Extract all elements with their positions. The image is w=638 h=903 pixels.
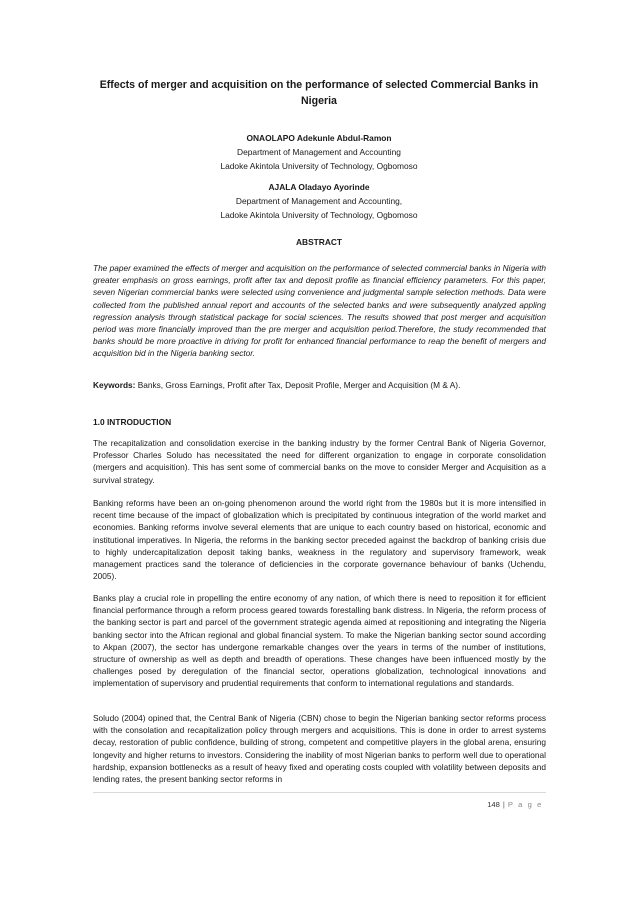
page-number: 148 [487,800,500,809]
author-block-1 [120,131,518,173]
keywords [93,379,546,391]
body-paragraph-2: Banking reforms have been an on-going phenomenon around the world right from the 1980s but it is more intensified in recent time because of the impact of globalization which is precipitated by continuous integration of the world market and economies. Banking reforms involve several elements that are unique to each country based on historical, economic and institutional imperatives. In Nigeria, the reforms in the banking sector preceded against the backdrop of banking crisis due to highly undercapitalization deposit taking banks, weakness in the regulatory and supervisory framework, weak management practices sand the tolerance of deficiencies in the corporate governance behaviour of banks (Uchendu, 2005). [93,498,546,582]
author-name: ONAOLAPO Adekunle Abdul-Ramon [246,133,392,143]
section-heading-introduction: 1.0 INTRODUCTION [93,417,172,427]
author-block-2 [120,180,518,222]
author-department: Department of Management and Accounting [237,147,401,157]
abstract-text: The paper examined the effects of merger and acquisition on the performance of selected commercial banks in Nigeria with greater emphasis on gross earnings, profit after tax and deposit profile as financial efficiency parameters. For this paper, seven Nigerian commercial banks were selected using convenience and judgmental sample selection methods. Data were collected from the published annual report and accounts of the selected banks and were subsequently analyzed appling regression analysis through statistical package for social sciences. The results showed that post merger and acquisition period was more financially improved than the pre merger and acquisition period.Therefore, the study recommended that banks should be more proactive in driving for profit for enhanced financial performance to reap the benefit of mergers and acquisition bid in the Nigeria banking sector. [93,263,546,359]
author-institution: Ladoke Akintola University of Technology, Ogbomoso [220,210,418,220]
body-paragraph-4: Soludo (2004) opined that, the Central Bank of Nigeria (CBN) chose to begin the Nigerian banking sector reforms process with the consolation and recapitalization policy through mergers and acquisitions. This is done in order to arrest systems decay, restoration of public confidence, building of strong, competent and competitive players in the global arena, ensuring longevity and higher returns to investors. Considering the inability of most Nigerian banks to perform well due to operational hardship, expansion bottlenecks as a result of heavy fixed and operating costs coupled with volatility between deposits and lending rates, the present banking sector reforms in [93,713,546,785]
page-footer [487,800,543,809]
keywords-label: Keywords: [93,380,136,390]
author-department: Department of Management and Accounting, [235,196,403,206]
author-name: AJALA Oladayo Ayorinde [268,182,370,192]
footer-separator: | [502,800,505,809]
abstract-heading: ABSTRACT [295,237,343,247]
body-paragraph-1: The recapitalization and consolidation exercise in the banking industry by the former Central Bank of Nigeria Governor, Professor Charles Soludo has necessitated the need for different organization to engage in corporate consolidation (mergers and acquisition). This has sent some of commercial banks on the move to consider Merger and Acquisition as a survival strategy. [93,438,546,485]
body-paragraph-3: Banks play a crucial role in propelling the entire economy of any nation, of which there is need to reposition it for efficient financial performance through a reform process geared towards forestalling bank distress. In Nigeria, the reform process of the banking sector is part and parcel of the government strategic agenda aimed at repositioning and integrating the Nigeria banking sector into the African regional and global financial system. To make the Nigerian banking sector sound according to Akpan (2007), the sector has undergone remarkable changes over the years in terms of the number of institutions, structure of ownership as well as depth and breadth of operations. These changes have been influenced mostly by the challenges posed by deregulation of the financial sector, operations globalization, technological innovations and implementation of supervisory and prudential requirements that conform to international regulations and standards. [93,593,546,689]
keywords-text: Banks, Gross Earnings, Profit after Tax, Deposit Profile, Merger and Acquisition (M & A). [137,380,461,390]
footer-divider [93,792,546,793]
page-label: P a g e [507,800,543,809]
author-institution: Ladoke Akintola University of Technology, Ogbomoso [220,161,418,171]
paper-title: Effects of merger and acquisition on the performance of selected Commercial Banks in Nigeria [99,79,539,107]
